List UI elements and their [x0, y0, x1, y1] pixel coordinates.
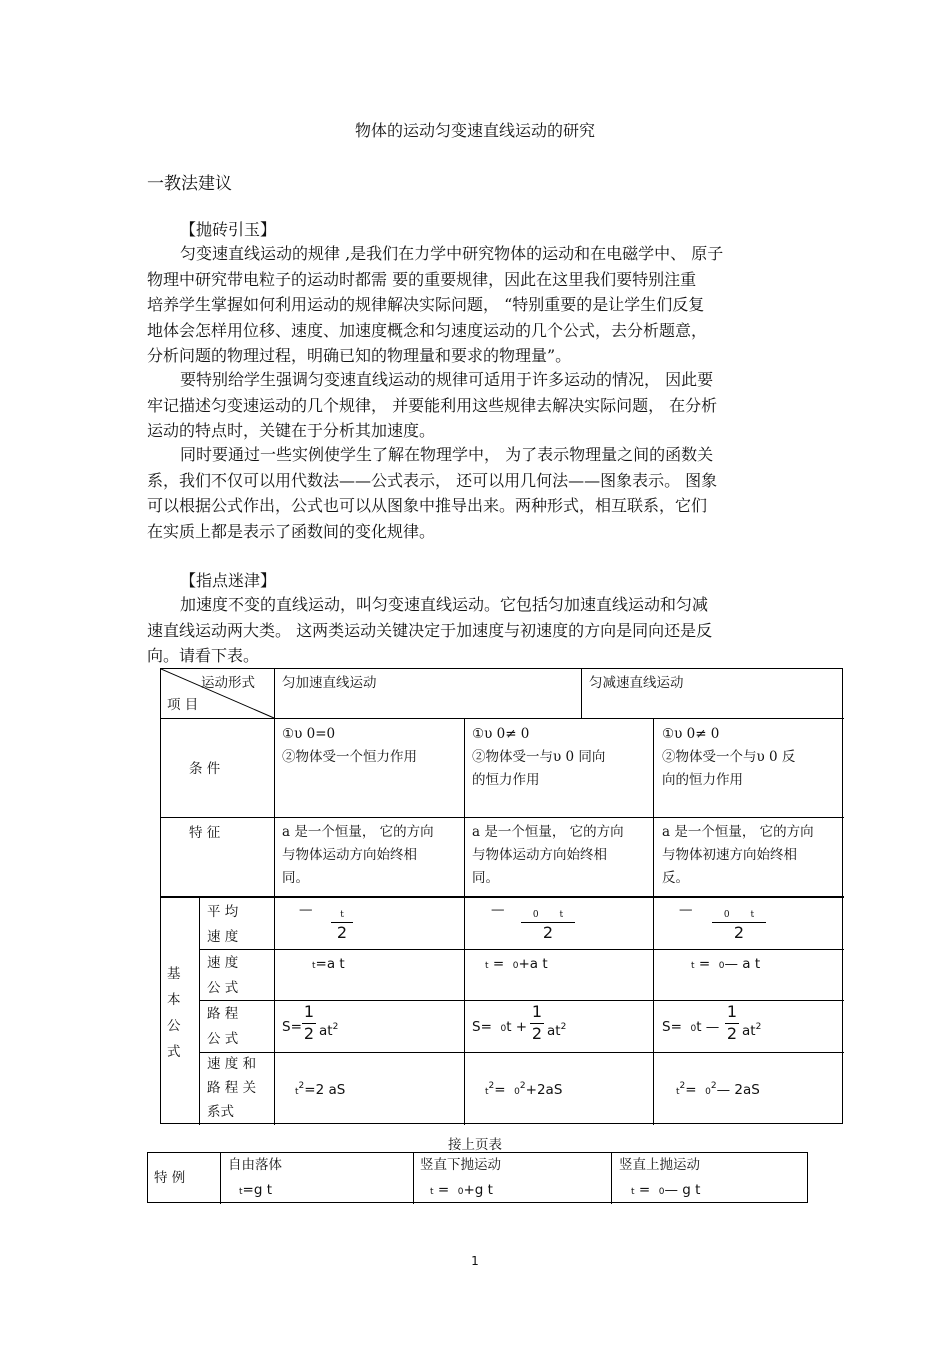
formula-text: =2 aS [304, 1082, 346, 1098]
subscript: 0 [512, 961, 519, 971]
formula-text: +a t [518, 956, 548, 972]
velocity-formula-2 [485, 952, 548, 978]
formula-text: +g t [463, 1182, 493, 1198]
superscript: 2 [519, 1081, 526, 1091]
grid-line [199, 1052, 844, 1053]
text-line: 速 度 [207, 955, 239, 971]
text-line: 牢记描述匀变速运动的几个规律， 并要能利用这些规律去解决实际问题， 在分析 [147, 395, 718, 415]
condition-cell-3 [662, 723, 795, 792]
text-line: a 是一个恒量， 它的方向 [472, 824, 624, 840]
text-line: a 是一个恒量， 它的方向 [282, 824, 434, 840]
text-line: 路 程 关 [207, 1080, 257, 1096]
group-label-basic-formulas [167, 961, 181, 1065]
formula-text: +2aS [525, 1082, 563, 1098]
free-fall-formula [239, 1178, 272, 1204]
avg-velocity-fraction-3 [712, 910, 766, 942]
fraction-denominator: 2 [531, 1024, 543, 1043]
row-label-average-velocity [207, 900, 238, 950]
fraction-denominator: 2 [542, 923, 554, 942]
subscript: 0 [514, 1087, 520, 1097]
velocity-formula-3 [691, 952, 760, 978]
row-label-condition: 条 件 [189, 761, 221, 777]
text-line: ②物体受一个与υ 0 反 [662, 749, 796, 765]
subscript: t [485, 1087, 489, 1097]
fraction-denominator: 2 [303, 1024, 315, 1043]
condition-cell-2 [472, 723, 605, 792]
text-line: 公 式 [207, 1031, 239, 1047]
formula-text: =a t [315, 956, 345, 972]
distance-formula-2-tail [547, 1015, 566, 1043]
avg-velocity-fraction-1 [331, 910, 353, 942]
text-line: 向。请看下表。 [147, 646, 260, 665]
feature-cell-2 [472, 821, 624, 890]
fraction-numerator: 1 [303, 1002, 315, 1021]
grid-line [581, 669, 582, 718]
superscript: 2 [710, 1081, 717, 1091]
avg-velocity-dash: — [299, 902, 313, 918]
downward-throw-title: 竖直下抛运动 [420, 1157, 501, 1173]
table-continued-caption: 接上页表 [448, 1137, 502, 1153]
formula-text: at [319, 1023, 333, 1039]
formula-text: — g t [664, 1182, 701, 1198]
header-item: 项 目 [167, 697, 199, 713]
avg-velocity-dash: — [679, 902, 693, 918]
row-label-velocity-distance-relation [207, 1052, 256, 1124]
header-motion-form: 运动形式 [201, 675, 255, 691]
distance-formula-3-tail [742, 1015, 761, 1043]
grid-line [199, 949, 844, 950]
formula-text: S= [472, 1019, 492, 1035]
relation-formula-1 [295, 1074, 345, 1104]
paragraph-intro-2 [147, 367, 847, 444]
feature-cell-3 [662, 821, 814, 890]
column-uniform-acceleration: 匀加速直线运动 [282, 675, 377, 691]
text-char: 公 [167, 1018, 181, 1034]
subscript: t [631, 1187, 635, 1197]
subscript: t [312, 961, 316, 971]
row-label-feature: 特 征 [189, 825, 221, 841]
grid-line [653, 718, 654, 1125]
superscript: 2 [332, 1022, 339, 1032]
text-line: 的恒力作用 [472, 772, 540, 788]
text-line: 路 程 [207, 1006, 239, 1022]
distance-formula-2-prefix [472, 1015, 527, 1041]
text-char: 基 [167, 966, 181, 982]
grid-line [161, 817, 844, 818]
text-line: ①υ 0=0 [282, 726, 336, 742]
grid-line [274, 669, 275, 1125]
velocity-formula-1 [312, 952, 345, 978]
formula-text: =g t [242, 1182, 272, 1198]
subscript: 0 [718, 961, 725, 971]
text-line: 物理中研究带电粒子的运动时都需 要的重要规律，因此在这里我们要特别注重 [147, 269, 697, 289]
formula-text: — a t [724, 956, 761, 972]
text-line: 系，我们不仅可以用代数法——公式表示， 还可以用几何法——图象表示。 图象 [147, 470, 718, 490]
subscript: 0 [457, 1187, 464, 1197]
grid-line [611, 1153, 612, 1204]
text-line: 培养学生掌握如何利用运动的规律解决实际问题， “特别重要的是让学生们反复 [147, 295, 705, 314]
feature-cell-1 [282, 821, 434, 890]
formula-text: t + [506, 1019, 528, 1035]
row-label-special-cases: 特 例 [154, 1170, 186, 1186]
text-line: 速 度 [207, 929, 239, 945]
text-line: 运动的特点时，关键在于分析其加速度。 [147, 421, 436, 440]
distance-fraction-2 [530, 1003, 544, 1043]
fraction-numerator: 0 t [723, 910, 755, 920]
row-label-distance-formula [207, 1002, 238, 1052]
text-line: a 是一个恒量， 它的方向 [662, 824, 814, 840]
distance-formula-1-prefix: S= [282, 1019, 302, 1035]
subscript: 0 [690, 1024, 697, 1034]
formula-text: S= [662, 1019, 682, 1035]
text-line: 与物体运动方向始终相 [282, 847, 417, 863]
formula-text: = [698, 956, 711, 972]
text-line: 加速度不变的直线运动，叫匀变速直线运动。它包括匀加速直线运动和匀减 [180, 595, 709, 614]
text-line: ②物体受一与υ 0 同向 [472, 749, 606, 765]
superscript: 2 [679, 1081, 686, 1091]
formula-text: = [638, 1182, 651, 1198]
subscript: 0 [658, 1187, 665, 1197]
fraction-denominator: 2 [336, 923, 348, 942]
text-line: 向的恒力作用 [662, 772, 743, 788]
formula-text: at [742, 1023, 756, 1039]
row-label-velocity-formula [207, 951, 238, 1001]
text-line: 同时要通过一些实例使学生了解在物理学中， 为了表示物理量之间的函数关 [180, 445, 714, 464]
subscript: 0 [705, 1087, 711, 1097]
text-line: 同。 [472, 870, 499, 886]
text-line: 地体会怎样用位移、速度、加速度概念和匀速度运动的几个公式，去分析题意， [147, 320, 708, 340]
formula-text: = [685, 1082, 697, 1098]
superscript: 2 [488, 1081, 495, 1091]
paragraph-intro-1 [147, 241, 847, 369]
special-cases-table [147, 1152, 808, 1203]
superscript: 2 [755, 1022, 762, 1032]
text-line: 速 度 和 [207, 1056, 257, 1072]
upward-throw-title: 竖直上抛运动 [619, 1157, 700, 1173]
avg-velocity-fraction-2 [521, 910, 575, 942]
distance-formula-1-tail [319, 1015, 338, 1043]
text-line: 速直线运动两大类。 这两类运动关键决定于加速度与初速度的方向是同向还是反 [147, 620, 713, 640]
text-line: 与物体初速方向始终相 [662, 847, 797, 863]
distance-fraction-3 [725, 1003, 739, 1043]
text-line: 分析问题的物理过程，明确已知的物理量和要求的物理量”。 [147, 346, 572, 365]
column-uniform-deceleration: 匀减速直线运动 [589, 675, 684, 691]
text-line: 系式 [207, 1104, 234, 1120]
text-line: 与物体运动方向始终相 [472, 847, 607, 863]
superscript: 2 [298, 1081, 305, 1091]
upward-throw-formula [631, 1178, 700, 1204]
text-line: 公 式 [207, 980, 239, 996]
fraction-numerator: 0 t [532, 910, 564, 920]
text-line: ①υ 0≠ 0 [472, 726, 530, 742]
page-number: 1 [471, 1254, 479, 1268]
grid-line [199, 1000, 844, 1001]
formula-text: = [437, 1182, 450, 1198]
text-line: 在实质上都是表示了函数间的变化规律。 [147, 521, 436, 541]
subscript: t [430, 1187, 434, 1197]
grid-line [464, 718, 465, 1125]
text-line: 匀变速直线运动的规律 ,是我们在力学中研究物体的运动和在电磁学中、 原子 [180, 244, 724, 263]
formula-text: = [492, 956, 505, 972]
text-char: 式 [167, 1044, 181, 1060]
grid-line [220, 1153, 221, 1204]
distance-fraction-1 [302, 1003, 316, 1043]
text-line: ①υ 0≠ 0 [662, 726, 720, 742]
paragraph-guidance [147, 592, 847, 669]
relation-formula-2 [485, 1074, 562, 1104]
formula-text: = [494, 1082, 506, 1098]
subscript: t [485, 961, 489, 971]
fraction-numerator: 1 [726, 1002, 738, 1021]
fraction-numerator: 1 [531, 1002, 543, 1021]
subscript: t [239, 1187, 243, 1197]
fraction-numerator: t [340, 910, 344, 920]
subscript: t [676, 1087, 680, 1097]
fraction-denominator: 2 [726, 1024, 738, 1043]
subheading-introduction: 【抛砖引玉】 [180, 220, 277, 239]
text-line: ②物体受一个恒力作用 [282, 749, 417, 765]
subscript: t [691, 961, 695, 971]
free-fall-title: 自由落体 [228, 1157, 282, 1173]
grid-line [413, 1153, 414, 1204]
page-title: 物体的运动匀变速直线运动的研究 [354, 121, 595, 140]
grid-line [199, 898, 200, 1125]
text-line: 反。 [662, 870, 689, 886]
avg-velocity-dash: — [491, 902, 505, 918]
subscript: t [295, 1087, 299, 1097]
distance-formula-3-prefix [662, 1015, 719, 1041]
text-line: 平 均 [207, 904, 239, 920]
subscript: 0 [500, 1024, 507, 1034]
section-heading-teaching-advice: 一教法建议 [147, 174, 232, 194]
text-line: 可以根据公式作出，公式也可以从图象中推导出来。两种形式，相互联系，它们 [147, 496, 708, 515]
text-line: 要特别给学生强调匀变速直线运动的规律可适用于许多运动的情况， 因此要 [180, 370, 714, 389]
fraction-denominator: 2 [733, 923, 745, 942]
formula-text: at [547, 1023, 561, 1039]
subheading-guidance: 【指点迷津】 [180, 571, 277, 590]
formula-text: — 2aS [716, 1082, 760, 1098]
relation-formula-3 [676, 1074, 760, 1104]
text-char: 本 [167, 992, 181, 1008]
downward-throw-formula [430, 1178, 493, 1204]
superscript: 2 [560, 1022, 567, 1032]
text-line: 同。 [282, 870, 309, 886]
formula-text: t — [696, 1019, 720, 1035]
condition-cell-1 [282, 723, 417, 769]
motion-comparison-table [160, 668, 843, 1124]
paragraph-intro-3 [147, 442, 847, 544]
